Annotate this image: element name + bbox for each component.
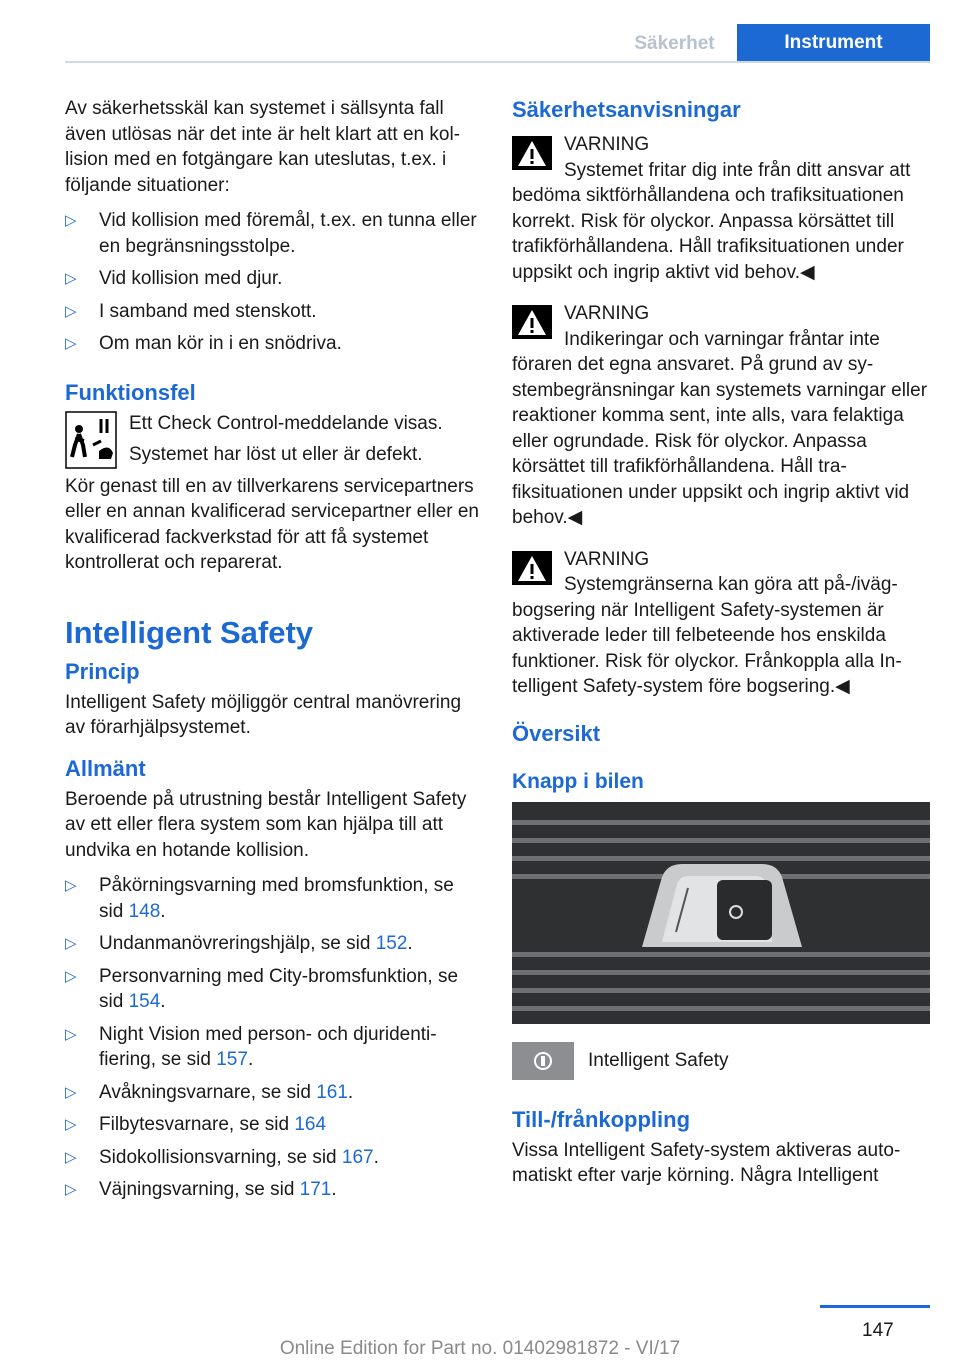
general-text: Beroende på utrustning består Intelligent Safety av ett eller flera system som kan hjälpa till att undvika en hotande kollision. bbox=[65, 788, 467, 861]
page-link[interactable]: 148 bbox=[128, 900, 161, 922]
list-item: ▷ Avåkningsvarnare, se sid 161. bbox=[65, 1080, 483, 1106]
page-link[interactable]: 161 bbox=[316, 1081, 348, 1103]
edition-footer: Online Edition for Part no. 01402981872 - VI/17 bbox=[279, 1338, 681, 1359]
list-item: ▷ Väjningsvarning, se sid 171. bbox=[65, 1177, 483, 1203]
onoff-heading: Till-/frånkoppling bbox=[512, 1106, 691, 1132]
malfunction-heading: Funktionsfel bbox=[65, 379, 196, 405]
list-item: ▷ Om man kör in i en snödriva. bbox=[65, 331, 483, 357]
safety-heading: Säkerhetsanvisningar bbox=[512, 97, 741, 122]
principle-heading: Princip bbox=[65, 658, 140, 684]
page-number: 147 bbox=[862, 1320, 894, 1341]
principle-text: Intelligent Safety möjliggör central manövrering av förarhjälpsystemet. bbox=[65, 691, 462, 738]
footer-divider bbox=[820, 1305, 930, 1308]
button-heading: Knapp i bilen bbox=[512, 769, 644, 793]
intelligent-safety-button-icon bbox=[512, 1042, 574, 1080]
page-link[interactable]: 164 bbox=[294, 1114, 327, 1135]
page-link[interactable]: 157 bbox=[216, 1049, 248, 1070]
systems-list bbox=[65, 873, 483, 1203]
warning-block bbox=[512, 547, 930, 700]
list-item: ▷ I samband med stenskott. bbox=[65, 299, 483, 325]
left-column bbox=[65, 96, 483, 1215]
warning-text: Indikeringar och varningar fråntar inte föraren det egna ansvaret. På grund av systembegränsningar kan systemets varningar eller reaktioner komma sent, inte alls, vara felaktiga eller ogrundade. Risk för olyckor. Anpassa körsättet till trafikförhållandena. Håll trafiksituationen under uppsikt och ingrip aktivt vid behov.◀ bbox=[512, 328, 928, 528]
pedestrian-warning-icon bbox=[65, 411, 117, 469]
list-item: ▷ Sidokollisionsvarning, se sid 167. bbox=[65, 1145, 483, 1171]
overview-heading: Översikt bbox=[512, 720, 601, 746]
list-item: ▷ Night Vision med person- och djuridentifiering, se sid 157. bbox=[65, 1022, 483, 1073]
header-instrument-tab[interactable]: Instrument bbox=[737, 24, 930, 61]
warning-triangle-icon bbox=[512, 136, 552, 170]
header-divider bbox=[65, 61, 930, 63]
warning-block bbox=[512, 301, 930, 531]
malfunction-text-2: Systemet har löst ut eller är defekt. bbox=[129, 444, 423, 465]
list-item: ▷ Undanmanövreringshjälp, se sid 152. bbox=[65, 931, 483, 957]
right-column bbox=[512, 96, 930, 1199]
list-item: ▷ Filbytesvarnare, se sid 164 bbox=[65, 1112, 483, 1138]
page-link[interactable]: 152 bbox=[375, 933, 408, 954]
button-caption: Intelligent Safety bbox=[588, 1049, 729, 1071]
warning-text: Systemet fritar dig inte från ditt ansvar att bedöma siktförhållandena och trafiksituationen korrekt. Risk för olyckor. Anpassa körsättet till trafikförhållandena. Håll trafiksituationen under uppsikt och ingrip aktivt vid behov.◀ bbox=[512, 159, 911, 283]
warning-triangle-icon bbox=[512, 305, 552, 339]
page-link[interactable]: 171 bbox=[299, 1179, 332, 1200]
warning-text: Systemgränserna kan göra att på-/ivägbogsering när Intelligent Safety-systemen är aktiverade leder till felbeteende hos enskilda funktioner. Risk för olyckor. Frånkoppla alla Intelligent Safety-system före bogsering.◀ bbox=[512, 574, 902, 697]
intro-paragraph: Av säkerhetsskäl kan systemet i sällsynta fall även utlösas när det inte är helt klart att en kollision med en fotgängare kan uteslutas, t.ex. i följande situationer: bbox=[65, 98, 460, 196]
warning-triangle-icon bbox=[512, 551, 552, 585]
header-section-tab[interactable]: Säkerhet bbox=[634, 33, 715, 54]
warning-block bbox=[512, 132, 930, 285]
warning-label: VARNING bbox=[564, 548, 650, 570]
list-item: ▷ Personvarning med City-bromsfunktion, se sid 154. bbox=[65, 964, 483, 1015]
situations-list bbox=[65, 208, 483, 357]
malfunction-text-1: Ett Check Control-meddelande visas. bbox=[129, 412, 443, 434]
warning-label: VARNING bbox=[564, 134, 650, 155]
main-heading: Intelligent Safety bbox=[65, 614, 314, 650]
list-item: ▷ Vid kollision med föremål, t.ex. en tunna eller en begränsningsstolpe. bbox=[65, 208, 483, 259]
car-button-photo bbox=[512, 802, 930, 1024]
warning-label: VARNING bbox=[564, 303, 650, 324]
general-heading: Allmänt bbox=[65, 755, 146, 781]
malfunction-text-3: Kör genast till en av tillverkarens servicepartners eller en annan kvalificerad servicepartner eller en kvalificerad fackverkstad för att få systemet kontrollerat och reparerat. bbox=[65, 475, 480, 573]
list-item: ▷ Påkörningsvarning med bromsfunktion, se sid 148. bbox=[65, 873, 483, 924]
onoff-text: Vissa Intelligent Safety-system aktiveras automatiskt efter varje körning. Några Intelligent bbox=[512, 1139, 901, 1186]
list-item: ▷ Vid kollision med djur. bbox=[65, 266, 483, 292]
page-link[interactable]: 167 bbox=[341, 1146, 374, 1168]
page-link[interactable]: 154 bbox=[128, 991, 161, 1012]
